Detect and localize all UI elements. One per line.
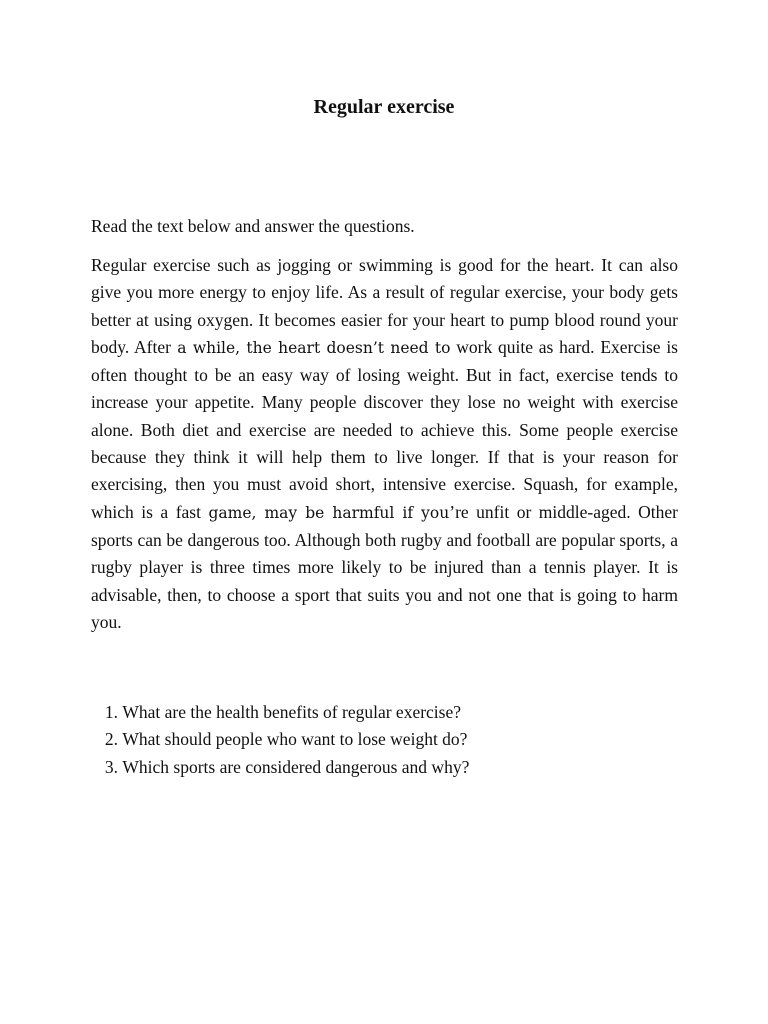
passage-segment-1: Regular exercise such as jogging or swimming is good for the heart. It can also give you more energy to enjoy life. As a result of regular exercise, your body gets better at using oxygen. It becomes easier for your heart to pump blood round your body. After: [91, 255, 678, 357]
question-list: [91, 699, 681, 781]
question-item: [91, 699, 681, 726]
question-item: [91, 726, 681, 753]
passage-segment-4: game, may be harmful if you: [208, 503, 450, 522]
question-number: 2.: [104, 729, 118, 750]
question-text: What should people who want to lose weight do?: [122, 729, 468, 750]
passage-segment-2: a while, the heart doesn’t need to: [170, 338, 451, 357]
passage-segment-3: work quite as hard. Exercise is often thought to be an easy way of losing weight. But in fact, exercise tends to increase your appetite. Many people discover they lose no weight with exercise alone. Both diet and exercise are needed to achieve this. Some people exercise because they think it will help them to live longer. If that is your reason for exercising, then you must avoid short, intensive exercise. Squash, for example, which is a fast: [91, 336, 678, 522]
question-text: Which sports are considered dangerous and why?: [122, 756, 470, 777]
instruction-text: Read the text below and answer the questions.: [91, 216, 415, 236]
question-number: 3.: [104, 756, 118, 777]
question-number: 1.: [104, 702, 118, 722]
question-item: [91, 754, 681, 781]
reading-passage: [91, 252, 678, 636]
page-title: Regular exercise: [313, 96, 455, 118]
question-text: What are the health benefits of regular exercise?: [122, 702, 462, 722]
passage-segment-5: ’re unfit or middle-aged. Other sports can be dangerous too. Although both rugby and football are popular sports, a rugby player is three times more likely to be injured than a tennis player. It is advisable, then, to choose a sport that suits you and not one that is going to harm you.: [91, 501, 678, 632]
